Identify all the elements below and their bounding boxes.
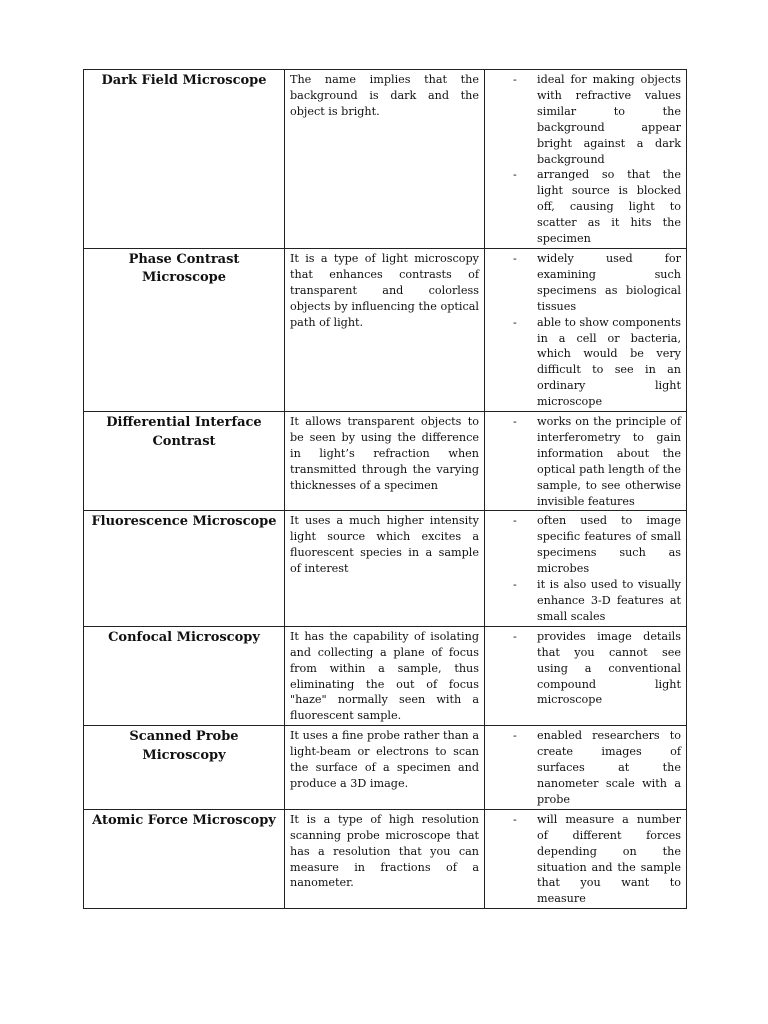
use-item (488, 251, 681, 315)
table-row (84, 412, 687, 511)
bullet-dash: - (513, 812, 517, 826)
microscope-name: Dark Field Microscope (84, 70, 285, 249)
use-item (488, 513, 681, 577)
use-item (488, 812, 681, 907)
microscope-description: The name implies that the background is dark and the object is bright. (285, 70, 485, 249)
microscope-description: It uses a fine probe rather than a light-beam or electrons to scan the surface of a specimen and produce a 3D image. (285, 726, 485, 810)
uses-list (488, 629, 681, 709)
microscope-table (83, 69, 687, 909)
uses-list (488, 251, 681, 410)
uses-list (488, 513, 681, 624)
use-item (488, 167, 681, 247)
use-text: works on the principle of interferometry to gain information about the optical path length of the sample, to see otherwise invisible features (537, 415, 681, 508)
use-text: provides image details that you cannot see using a conventional compound light microscope (537, 629, 681, 707)
microscope-uses (485, 726, 687, 810)
bullet-dash: - (513, 315, 517, 329)
microscope-description: It is a type of light microscopy that enhances contrasts of transparent and colorless objects by influencing the optical path of light. (285, 248, 485, 411)
table-row (84, 248, 687, 411)
uses-list (488, 728, 681, 808)
bullet-dash: - (513, 73, 517, 86)
microscope-description: It has the capability of isolating and collecting a plane of focus from within a sample, thus eliminating the out of focus "haze" normally seen with a fluorescent sample. (285, 626, 485, 725)
use-item (488, 728, 681, 808)
bullet-dash: - (513, 415, 517, 429)
use-item (488, 315, 681, 410)
use-text: will measure a number of different forces depending on the situation and the sample that you want to measure (537, 812, 681, 906)
table-row (84, 511, 687, 626)
use-text: ideal for making objects with refractive values similar to the background appear bright against a dark background (537, 73, 681, 166)
bullet-dash: - (513, 729, 517, 743)
microscope-description: It is a type of high resolution scanning probe microscope that has a resolution that you can measure in fractions of a nanometer. (285, 809, 485, 908)
use-text: able to show components in a cell or bacteria, which would be very difficult to see in an ordinary light microscope (537, 315, 681, 409)
use-text: often used to image specific features of small specimens such as microbes (537, 514, 681, 576)
table-row (84, 726, 687, 810)
microscope-description: It allows transparent objects to be seen by using the difference in light’s refraction when transmitted through the varying thicknesses of a specimen (285, 412, 485, 511)
microscope-name: Scanned Probe Microscopy (84, 726, 285, 810)
uses-list (488, 812, 681, 907)
table-row (84, 809, 687, 908)
table-body (84, 70, 687, 909)
uses-list (488, 414, 681, 509)
use-item (488, 577, 681, 625)
microscope-uses (485, 248, 687, 411)
table-row (84, 626, 687, 725)
table-row (84, 70, 687, 249)
microscope-name: Atomic Force Microscopy (84, 809, 285, 908)
use-item (488, 629, 681, 709)
use-item (488, 72, 681, 167)
microscope-uses (485, 809, 687, 908)
bullet-dash: - (513, 578, 517, 592)
use-text: arranged so that the light source is blocked off, causing light to scatter as it hits the specimen (537, 168, 681, 246)
microscope-uses (485, 511, 687, 626)
microscope-description: It uses a much higher intensity light source which excites a fluorescent species in a sample of interest (285, 511, 485, 626)
bullet-dash: - (513, 251, 517, 265)
microscope-name: Fluorescence Microscope (84, 511, 285, 626)
microscope-name: Differential Interface Contrast (84, 412, 285, 511)
uses-list (488, 72, 681, 247)
use-text: it is also used to visually enhance 3-D features at small scales (537, 578, 681, 623)
use-item (488, 414, 681, 509)
use-text: widely used for examining such specimens as biological tissues (537, 251, 681, 313)
microscope-uses (485, 626, 687, 725)
bullet-dash: - (513, 168, 517, 182)
microscope-uses (485, 70, 687, 249)
microscope-name: Phase Contrast Microscope (84, 248, 285, 411)
bullet-dash: - (513, 629, 517, 643)
microscope-uses (485, 412, 687, 511)
bullet-dash: - (513, 514, 517, 528)
use-text: enabled researchers to create images of surfaces at the nanometer scale with a probe (537, 729, 681, 806)
microscope-name: Confocal Microscopy (84, 626, 285, 725)
